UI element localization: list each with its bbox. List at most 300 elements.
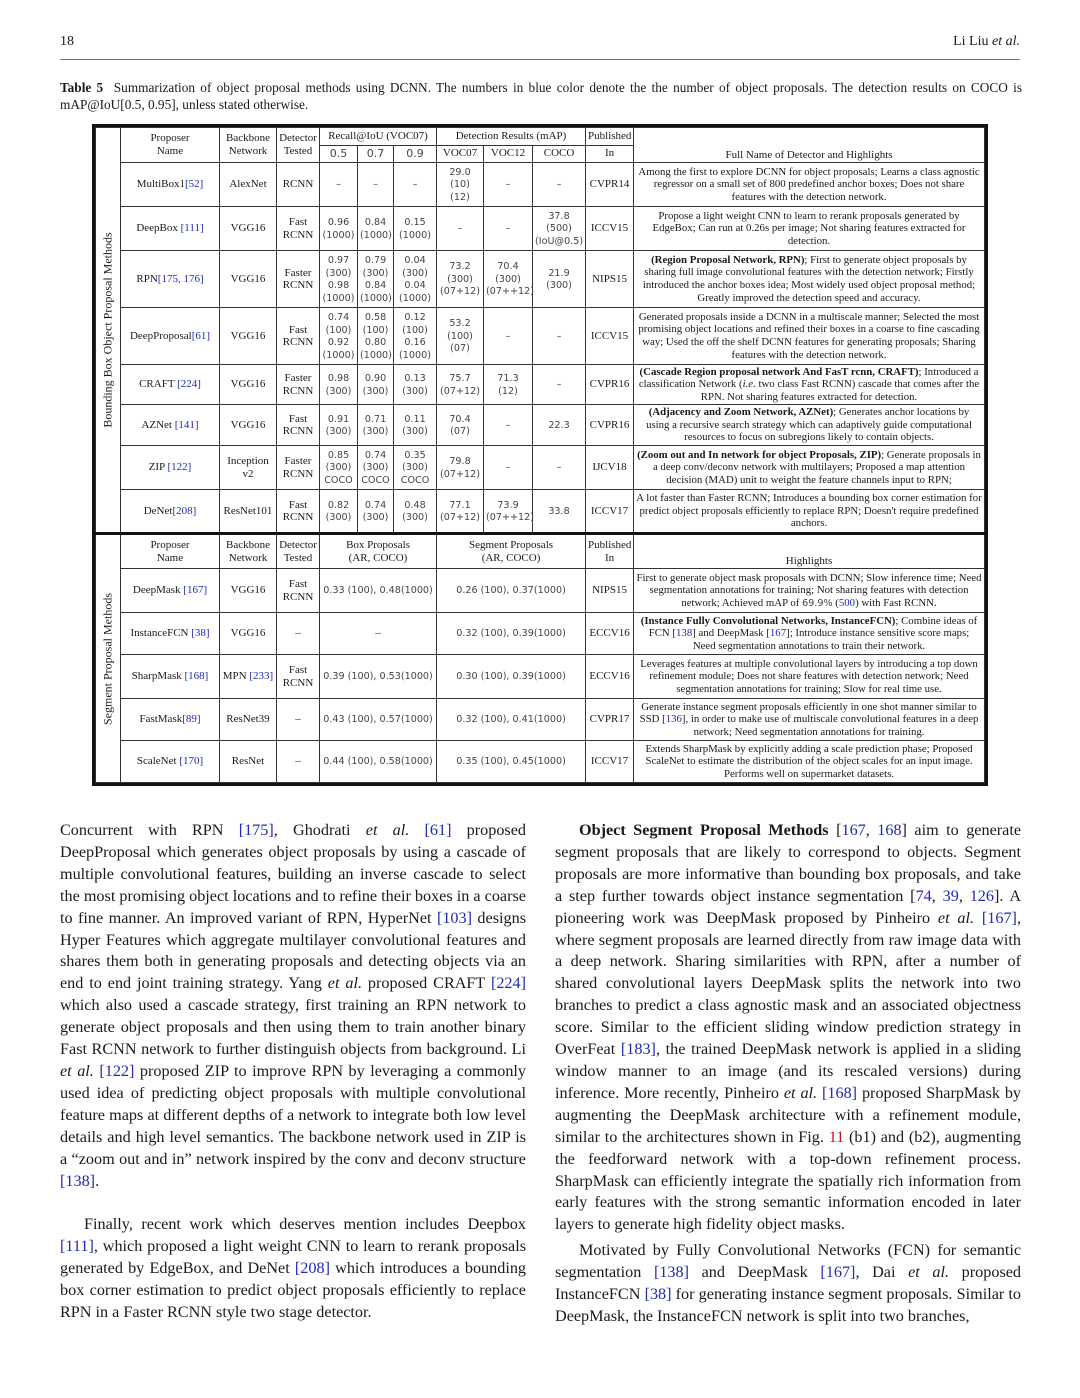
r07-cell [358, 163, 394, 207]
cell-value: 53.2 [449, 318, 471, 330]
proposal-count: (300) [546, 280, 572, 291]
detector-cell [277, 613, 320, 655]
cell-value: 0.74 [327, 312, 350, 323]
cell-value: (07++12) [486, 512, 534, 523]
detector-cell [277, 490, 320, 534]
table-row [96, 207, 985, 251]
highlight-text: ; First to generate object proposals by sharing full image convolutional features with the detection network; Firstly introduced the anchor boxes idea; Most widely used object proposal method; Greatly improved the detection speed and accuracy. [642, 253, 976, 304]
paragraph-deepbox-denet: Finally, recent work which deserves mention includes Deepbox [111], which proposed a light weight CNN to learn to rerank proposals generated by EdgeBox, and DeNet [208] which introduces a bounding box corner estimation to predict object proposals efficiently to replace RPN in a Faster RCNN style two stage detector. [60, 1215, 527, 1322]
coco-cell [533, 251, 586, 308]
cell-value: Name [156, 145, 184, 157]
cell-value: 29.0 [449, 166, 471, 178]
proposal-count: (300) [325, 385, 352, 397]
method-name: MultiBox1 [136, 178, 185, 191]
table-row [96, 699, 985, 741]
proposal-count: (10) [450, 179, 470, 191]
voc12-cell [484, 490, 533, 534]
box-ar-cell: 0.33 (100), 0.48(1000) [320, 569, 437, 613]
citation-link[interactable]: [38] [644, 1285, 672, 1304]
citation-link[interactable]: [167] [981, 908, 1017, 927]
citation-link[interactable]: [103] [436, 908, 473, 927]
citation-link[interactable]: [61] [424, 821, 452, 839]
cell-value: RCNN [282, 336, 314, 348]
proposer-name [121, 699, 220, 741]
published-cell: ICCV15 [586, 308, 634, 365]
cell-value: Backbone [226, 132, 270, 144]
header-box-proposals [320, 534, 437, 569]
r05-cell [320, 163, 358, 207]
published-cell: NIPS15 [586, 569, 634, 613]
cell-value: RCNN [282, 384, 314, 397]
header-highlights: Highlights [634, 534, 985, 569]
highlight-text: ; Combine ideas of FCN [138] and DeepMask [167]; Introduce instance sensitive score maps; Need segmentation annotations to train their network. [648, 614, 978, 652]
cell-value: 0.13 [404, 373, 426, 384]
method-name: DeepProposal [129, 329, 192, 342]
published-cell: NIPS15 [586, 251, 634, 308]
cell-value: Detector [279, 132, 317, 144]
published-cell: CVPR16 [586, 365, 634, 405]
citation-link[interactable]: [208] [172, 504, 197, 517]
cell-value: – [505, 462, 511, 474]
proposal-count: (1000) [360, 229, 392, 241]
cell-value: – [412, 179, 418, 191]
citation-link[interactable]: [111] [60, 1237, 94, 1256]
cell-value: Backbone [226, 538, 270, 551]
proposer-name [121, 163, 220, 207]
cell-value: 0.98 [327, 373, 350, 384]
published-cell: CVPR14 [586, 163, 634, 207]
r09-cell [394, 446, 437, 490]
full-name: (Zoom out and In network for object Proposals, ZIP) [637, 448, 882, 461]
proposer-name [121, 308, 220, 365]
citation-link[interactable]: 11 [828, 1127, 845, 1146]
cell-value: 0.04 [404, 280, 426, 291]
segment-ar-cell: 0.35 (100), 0.45(1000) [437, 741, 586, 783]
proposal-count: (12) [498, 385, 518, 397]
proposal-count: (300) [362, 462, 389, 474]
table-label: Table 5 [60, 80, 104, 95]
backbone-cell: AlexNet [220, 163, 277, 207]
header-segment-proposals [437, 534, 586, 569]
cell-value: 0.74 [364, 499, 387, 511]
citation-link[interactable]: [183] [620, 1040, 656, 1059]
cell-value: Name [156, 551, 184, 564]
r05-cell [320, 446, 358, 490]
proposer-name [121, 655, 220, 699]
citation-link[interactable]: 168 [877, 821, 902, 839]
citation-link[interactable]: 126 [969, 886, 994, 905]
box-ar-cell: 0.39 (100), 0.53(1000) [320, 655, 437, 699]
cell-value: 70.4 [449, 413, 471, 425]
cell-value: COCO [324, 474, 353, 486]
segment-ar-cell: 0.32 (100), 0.41(1000) [437, 699, 586, 741]
cell-value: Segment Proposals [469, 538, 554, 551]
cell-value: 0.90 [364, 373, 387, 384]
cell-value: (07++12) [486, 286, 534, 298]
published-cell: CVPR16 [586, 405, 634, 446]
cell-value: – [373, 179, 378, 191]
cell-value: – [336, 179, 341, 191]
author-suffix: et al. [992, 34, 1020, 49]
cell-value: 77.1 [449, 499, 471, 511]
cell-value: RCNN [282, 228, 314, 241]
table-row [96, 490, 985, 534]
cell-value: 33.8 [548, 505, 570, 517]
highlights-cell [634, 251, 985, 308]
cell-value: 70.4 [497, 261, 519, 273]
cell-value: Tested [283, 551, 313, 564]
highlights-cell [634, 655, 985, 699]
full-name: (Instance Fully Convolutional Networks, InstanceFCN) [640, 614, 896, 627]
highlights-cell [634, 207, 985, 251]
citation-link[interactable]: [167] [183, 584, 208, 597]
detector-cell [277, 446, 320, 490]
r09-cell [394, 365, 437, 405]
header-detector [277, 128, 320, 163]
left-column [60, 820, 526, 1324]
proposal-count: (100) [402, 324, 428, 336]
segment-ar-cell: 0.26 (100), 0.37(1000) [437, 569, 586, 613]
proposal-count: (300) [402, 426, 428, 437]
voc07-cell [437, 365, 484, 405]
cell-value: RCNN [282, 425, 314, 437]
proposal-count: (300) [402, 267, 428, 279]
table-row [96, 163, 985, 207]
citation-link[interactable]: [52] [184, 178, 204, 191]
r07-cell [358, 446, 394, 490]
cell-value: – [556, 179, 562, 191]
r07-cell [358, 251, 394, 308]
cell-value: 0.82 [327, 499, 350, 511]
box-ar-cell: 0.44 (100), 0.58(1000) [320, 741, 437, 783]
header-highlights: Full Name of Detector and Highlights [634, 128, 985, 163]
citation-link[interactable]: [38] [191, 627, 210, 640]
coco-cell [533, 490, 586, 534]
cell-value: Published [588, 538, 632, 551]
voc12-cell [484, 207, 533, 251]
cell-value: Proposer [150, 132, 190, 144]
proposer-name [121, 446, 220, 490]
header-detection-results: Detection Results (mAP) [437, 128, 586, 146]
highlight-text: ; Generate proposals in a deep conv/deconv network with multilayers; Proposed a map attention decision (MAD) unit to weight the feature channels input to RPN; [652, 448, 981, 486]
table-row [96, 741, 985, 783]
cell-value: 0.97 [327, 255, 350, 266]
proposal-count: (07) [450, 343, 470, 355]
proposer-name [121, 613, 220, 655]
running-author [953, 34, 1020, 50]
proposal-count: (300) [362, 267, 389, 279]
cell-value: COCO [400, 474, 430, 486]
cell-value: 0.98 [327, 280, 350, 291]
table-row [96, 308, 985, 365]
method-name: RPN [136, 272, 158, 285]
citation-link[interactable]: 74 [915, 886, 932, 905]
page-number: 18 [60, 34, 74, 49]
coco-cell [533, 446, 586, 490]
voc07-cell [437, 251, 484, 308]
citation-link[interactable]: [122] [99, 1061, 135, 1080]
full-name: (Region Proposal Network, RPN) [651, 253, 805, 266]
citation-link[interactable]: [168] [822, 1083, 858, 1102]
cell-value: 0.85 [327, 449, 350, 461]
citation-link[interactable]: [111] [180, 222, 204, 235]
voc07-cell [437, 163, 484, 207]
cell-value: – [505, 419, 511, 431]
cell-value: Box Proposals [346, 538, 410, 551]
backbone-cell: VGG16 [220, 405, 277, 446]
proposal-count: (300) [325, 267, 352, 279]
cell-value: (07+12) [440, 385, 480, 397]
header-recall: Recall@IoU (VOC07) [320, 128, 437, 146]
r05-cell [320, 365, 358, 405]
coco-cell [533, 163, 586, 207]
citation-link[interactable]: [61] [191, 329, 211, 342]
proposal-count: (100) [362, 324, 389, 336]
detector-cell [277, 699, 320, 741]
caption-text: Summarization of object proposal methods using DCNN. The numbers in blue color denote the the number of object proposals. The detection results on COCO is mAP@IoU[0.5, 0.95], unless stated otherwise. [60, 80, 1023, 112]
cell-value: 22.3 [548, 419, 570, 431]
cell-value: 0.92 [327, 337, 350, 348]
segment-ar-cell: 0.30 (100), 0.39(1000) [437, 655, 586, 699]
cell-value: (07+12) [440, 468, 480, 480]
r09-cell [394, 207, 437, 251]
citation-link[interactable]: [167] [820, 1263, 856, 1282]
detector-cell [277, 655, 320, 699]
table-row [96, 365, 985, 405]
r05-cell [320, 251, 358, 308]
detector-cell [277, 251, 320, 308]
method-name: InstanceFCN [130, 627, 192, 640]
table-row [96, 405, 985, 446]
proposal-count: (500) [546, 223, 572, 235]
voc07-cell [437, 207, 484, 251]
group-label-text: Segment Proposal Methods [100, 592, 115, 725]
voc07-cell [437, 446, 484, 490]
cell-value: 0.80 [364, 337, 387, 348]
highlight-text: Generate instance segment proposals efficiently in one shot manner similar to SSD [136], in order to make use of multiscale convolutional features in a deep network; Need segmentation annotations for training. [639, 700, 979, 738]
cell-value: RCNN [282, 279, 314, 291]
proposal-count: (07) [450, 426, 470, 437]
header-published [586, 534, 634, 569]
proposer-name [121, 569, 220, 613]
r09-cell [394, 490, 437, 534]
voc07-cell [437, 490, 484, 534]
cell-value: – [505, 223, 511, 235]
method-name: DeNet [143, 504, 173, 517]
cell-value: 0.96 [327, 217, 350, 228]
header-dataset: VOC12 [484, 145, 533, 163]
r09-cell [394, 163, 437, 207]
table-row [96, 446, 985, 490]
cell-value: RCNN [282, 178, 314, 191]
highlight-text: ; Generates anchor locations by using a recursive search strategy which can adaptively guide computational resources to focus on subregions likely to contain objects. [646, 406, 972, 444]
proposal-count: (100) [447, 330, 473, 342]
citation-link[interactable]: [208] [294, 1259, 330, 1278]
proposal-count: (1000) [360, 349, 392, 361]
published-cell: CVPR17 [586, 699, 634, 741]
proposal-methods-table [92, 124, 988, 786]
cell-value: RCNN [282, 467, 314, 480]
full-name: (Cascade Region proposal network And FasT rcnn, CRAFT) [639, 365, 919, 378]
right-column [555, 820, 1021, 1328]
highlight-text: ; Introduced a classification Network (i.e. two class Fast RCNN) cascade that comes after the RPN. Not sharing features extracted for detection. [638, 365, 980, 403]
cell-value: 0.79 [364, 255, 387, 266]
proposer-name [121, 207, 220, 251]
detector-cell [277, 405, 320, 446]
header-published: Published [586, 128, 634, 146]
voc12-cell [484, 163, 533, 207]
proposal-count: (100) [325, 324, 352, 336]
proposal-count: (12) [450, 191, 470, 203]
cell-value: (AR, COCO) [348, 551, 408, 564]
full-name: (Adjacency and Zoom Network, AZNet) [648, 406, 834, 419]
method-name: CRAFT [139, 378, 178, 391]
cell-value: 0.58 [364, 312, 387, 323]
citation-link[interactable]: [224] [177, 378, 201, 391]
cell-value: RCNN [282, 511, 314, 523]
header-proposer-name [121, 534, 220, 569]
table-row [96, 251, 985, 308]
cell-value: (IoU@0.5) [535, 235, 584, 247]
cell-value: 71.3 [497, 373, 519, 384]
r07-cell [358, 405, 394, 446]
backbone-cell: Inception v2 [220, 446, 277, 490]
citation-link[interactable]: [233] [249, 670, 274, 683]
r05-cell [320, 207, 358, 251]
header-detector [277, 534, 320, 569]
cell-value: Fast [288, 664, 308, 676]
voc12-cell [484, 251, 533, 308]
proposal-count: (1000) [322, 349, 355, 361]
highlight-text: Leverages features at multiple convolutional layers by introducing a top down refinement module; Does not share features with detection network; Need segmentation annotations for training; Slow for real time use. [640, 657, 978, 695]
highlight-text: Propose a light weight CNN to learn to rerank proposals generated by EdgeBox; Can run at 0.26s per image; Not sharing features extracted for detection. [652, 209, 966, 247]
detector-cell [277, 163, 320, 207]
r07-cell [358, 490, 394, 534]
citation-link[interactable]: [141] [174, 418, 199, 431]
detector-cell [277, 308, 320, 365]
cell-value: 0.74 [364, 449, 387, 461]
table-row [96, 613, 985, 655]
proposal-count: (300) [362, 512, 389, 523]
r05-cell [320, 405, 358, 446]
cell-value: Faster [284, 266, 312, 279]
highlight-text: Extends SharpMask by explicitly adding a scale prediction phase; Proposed ScaleNet to estimate the distribution of the object scales for an input image. Performs well on supermarket datasets. [645, 742, 973, 780]
detector-cell [277, 569, 320, 613]
citation-link[interactable]: 167 [841, 821, 866, 839]
header-proposer-name [121, 128, 220, 163]
citation-link[interactable]: [138] [60, 1171, 96, 1190]
citation-link[interactable]: [170] [179, 755, 204, 768]
r07-cell [358, 308, 394, 365]
published-cell: ICCV17 [586, 741, 634, 783]
cell-value: COCO [361, 474, 390, 486]
published-cell: ECCV16 [586, 613, 634, 655]
method-name: AZNet [141, 418, 175, 431]
voc12-cell [484, 308, 533, 365]
cell-value: – [556, 462, 562, 474]
header-dataset: VOC07 [437, 145, 484, 163]
group-label-bbox [96, 128, 121, 534]
header-backbone [220, 128, 277, 163]
citation-link[interactable]: [168] [184, 670, 209, 683]
table-caption [60, 79, 1022, 113]
bbox-header-row-1 [96, 128, 985, 146]
cell-value: – [505, 179, 511, 191]
citation-link[interactable]: [224] [490, 974, 526, 993]
r05-cell [320, 308, 358, 365]
backbone-cell: ResNet39 [220, 699, 277, 741]
cell-value: (AR, COCO) [481, 551, 541, 564]
method-name: SharpMask [131, 670, 185, 683]
citation-link[interactable]: [138] [653, 1263, 689, 1282]
cell-value: 79.8 [449, 456, 471, 467]
backbone-cell: VGG16 [220, 251, 277, 308]
segment-header-row [96, 534, 985, 569]
paragraph-deepproposal: Concurrent with RPN [175], Ghodrati et al. [61] proposed DeepProposal which generates object proposals by using a cascade of multiple convolutional features, building an inverse cascade to select the most promising object locations and to refine their boxes in a coarse to fine manner. An improved variant of RPN, HyperNet [103] designs Hyper Features which aggregate multilayer convolutional features and shares them both in generating proposals and detecting objects via an end to end joint training strategy. Yang et al. proposed CRAFT [224] which also used a cascade strategy, first training an RPN network to generate object proposals and then using them to train another binary Fast RCNN network to further distinguish objects from background. Li et al. [122] proposed ZIP to improve RPN by leveraging a commonly used idea of predicting object proposals with multiple convolutional feature maps at different depths of a network to integrate both low level details and high level semantics. The backbone network used in ZIP is a “zoom out and in” network inspired by the conv and deconv structure [138]. [60, 821, 527, 1190]
coco-cell [533, 207, 586, 251]
method-name: DeepMask [132, 584, 184, 597]
header-iou: 0.9 [394, 145, 437, 163]
highlights-cell [634, 308, 985, 365]
cell-value: – [295, 755, 301, 768]
cell-value: (07+12) [440, 512, 480, 523]
citation-link[interactable]: 39 [942, 886, 959, 905]
coco-cell [533, 365, 586, 405]
proposal-count: (1000) [322, 292, 355, 304]
cell-value: 0.12 [404, 312, 426, 323]
proposal-count: (300) [325, 426, 352, 437]
detector-cell [277, 365, 320, 405]
cell-value: Tested [283, 145, 313, 157]
r09-cell [394, 308, 437, 365]
cell-value: RCNN [282, 590, 314, 603]
cell-value: 21.9 [548, 267, 570, 279]
paragraph-instancefcn: Motivated by Fully Convolutional Networks (FCN) for semantic segmentation [138] and DeepMask [167], Dai et al. proposed InstanceFCN [38] for generating instance segment proposals. Similar to DeepMask, the InstanceFCN network is split into two branches, [555, 1241, 1022, 1325]
citation-link[interactable]: [175] [238, 821, 274, 839]
cell-value: 73.9 [497, 499, 519, 511]
proposal-count: (1000) [399, 229, 431, 241]
cell-value: – [457, 223, 463, 235]
cell-value: – [505, 330, 511, 342]
segment-ar-cell: 0.32 (100), 0.39(1000) [437, 613, 586, 655]
cell-value: Network [228, 551, 268, 564]
cell-value: – [295, 713, 301, 726]
highlights-cell [634, 569, 985, 613]
highlights-cell [634, 446, 985, 490]
published-cell: ICCV15 [586, 207, 634, 251]
citation-link[interactable]: [89] [182, 713, 201, 726]
citation-link[interactable]: [122] [167, 461, 192, 474]
r09-cell [394, 405, 437, 446]
highlights-cell [634, 163, 985, 207]
detector-cell [277, 741, 320, 783]
cell-value: Fast [288, 323, 308, 336]
cell-value: 0.84 [364, 217, 387, 228]
proposal-count: (1000) [360, 292, 392, 304]
proposal-count: (300) [325, 512, 352, 523]
voc07-cell [437, 308, 484, 365]
published-cell: ECCV16 [586, 655, 634, 699]
cell-value: In [604, 551, 615, 564]
voc12-cell [484, 446, 533, 490]
highlight-text: Among the first to explore DCNN for object proposals; Learns a class agnostic regressor on a small set of 800 predefined anchor boxes; Does not share features with the detection network. [638, 165, 980, 203]
table-row [96, 655, 985, 699]
citation-link[interactable]: [175, 176] [157, 272, 204, 285]
backbone-cell: VGG16 [220, 613, 277, 655]
proposer-name [121, 490, 220, 534]
cell-value: 0.91 [327, 413, 350, 425]
voc12-cell [484, 365, 533, 405]
